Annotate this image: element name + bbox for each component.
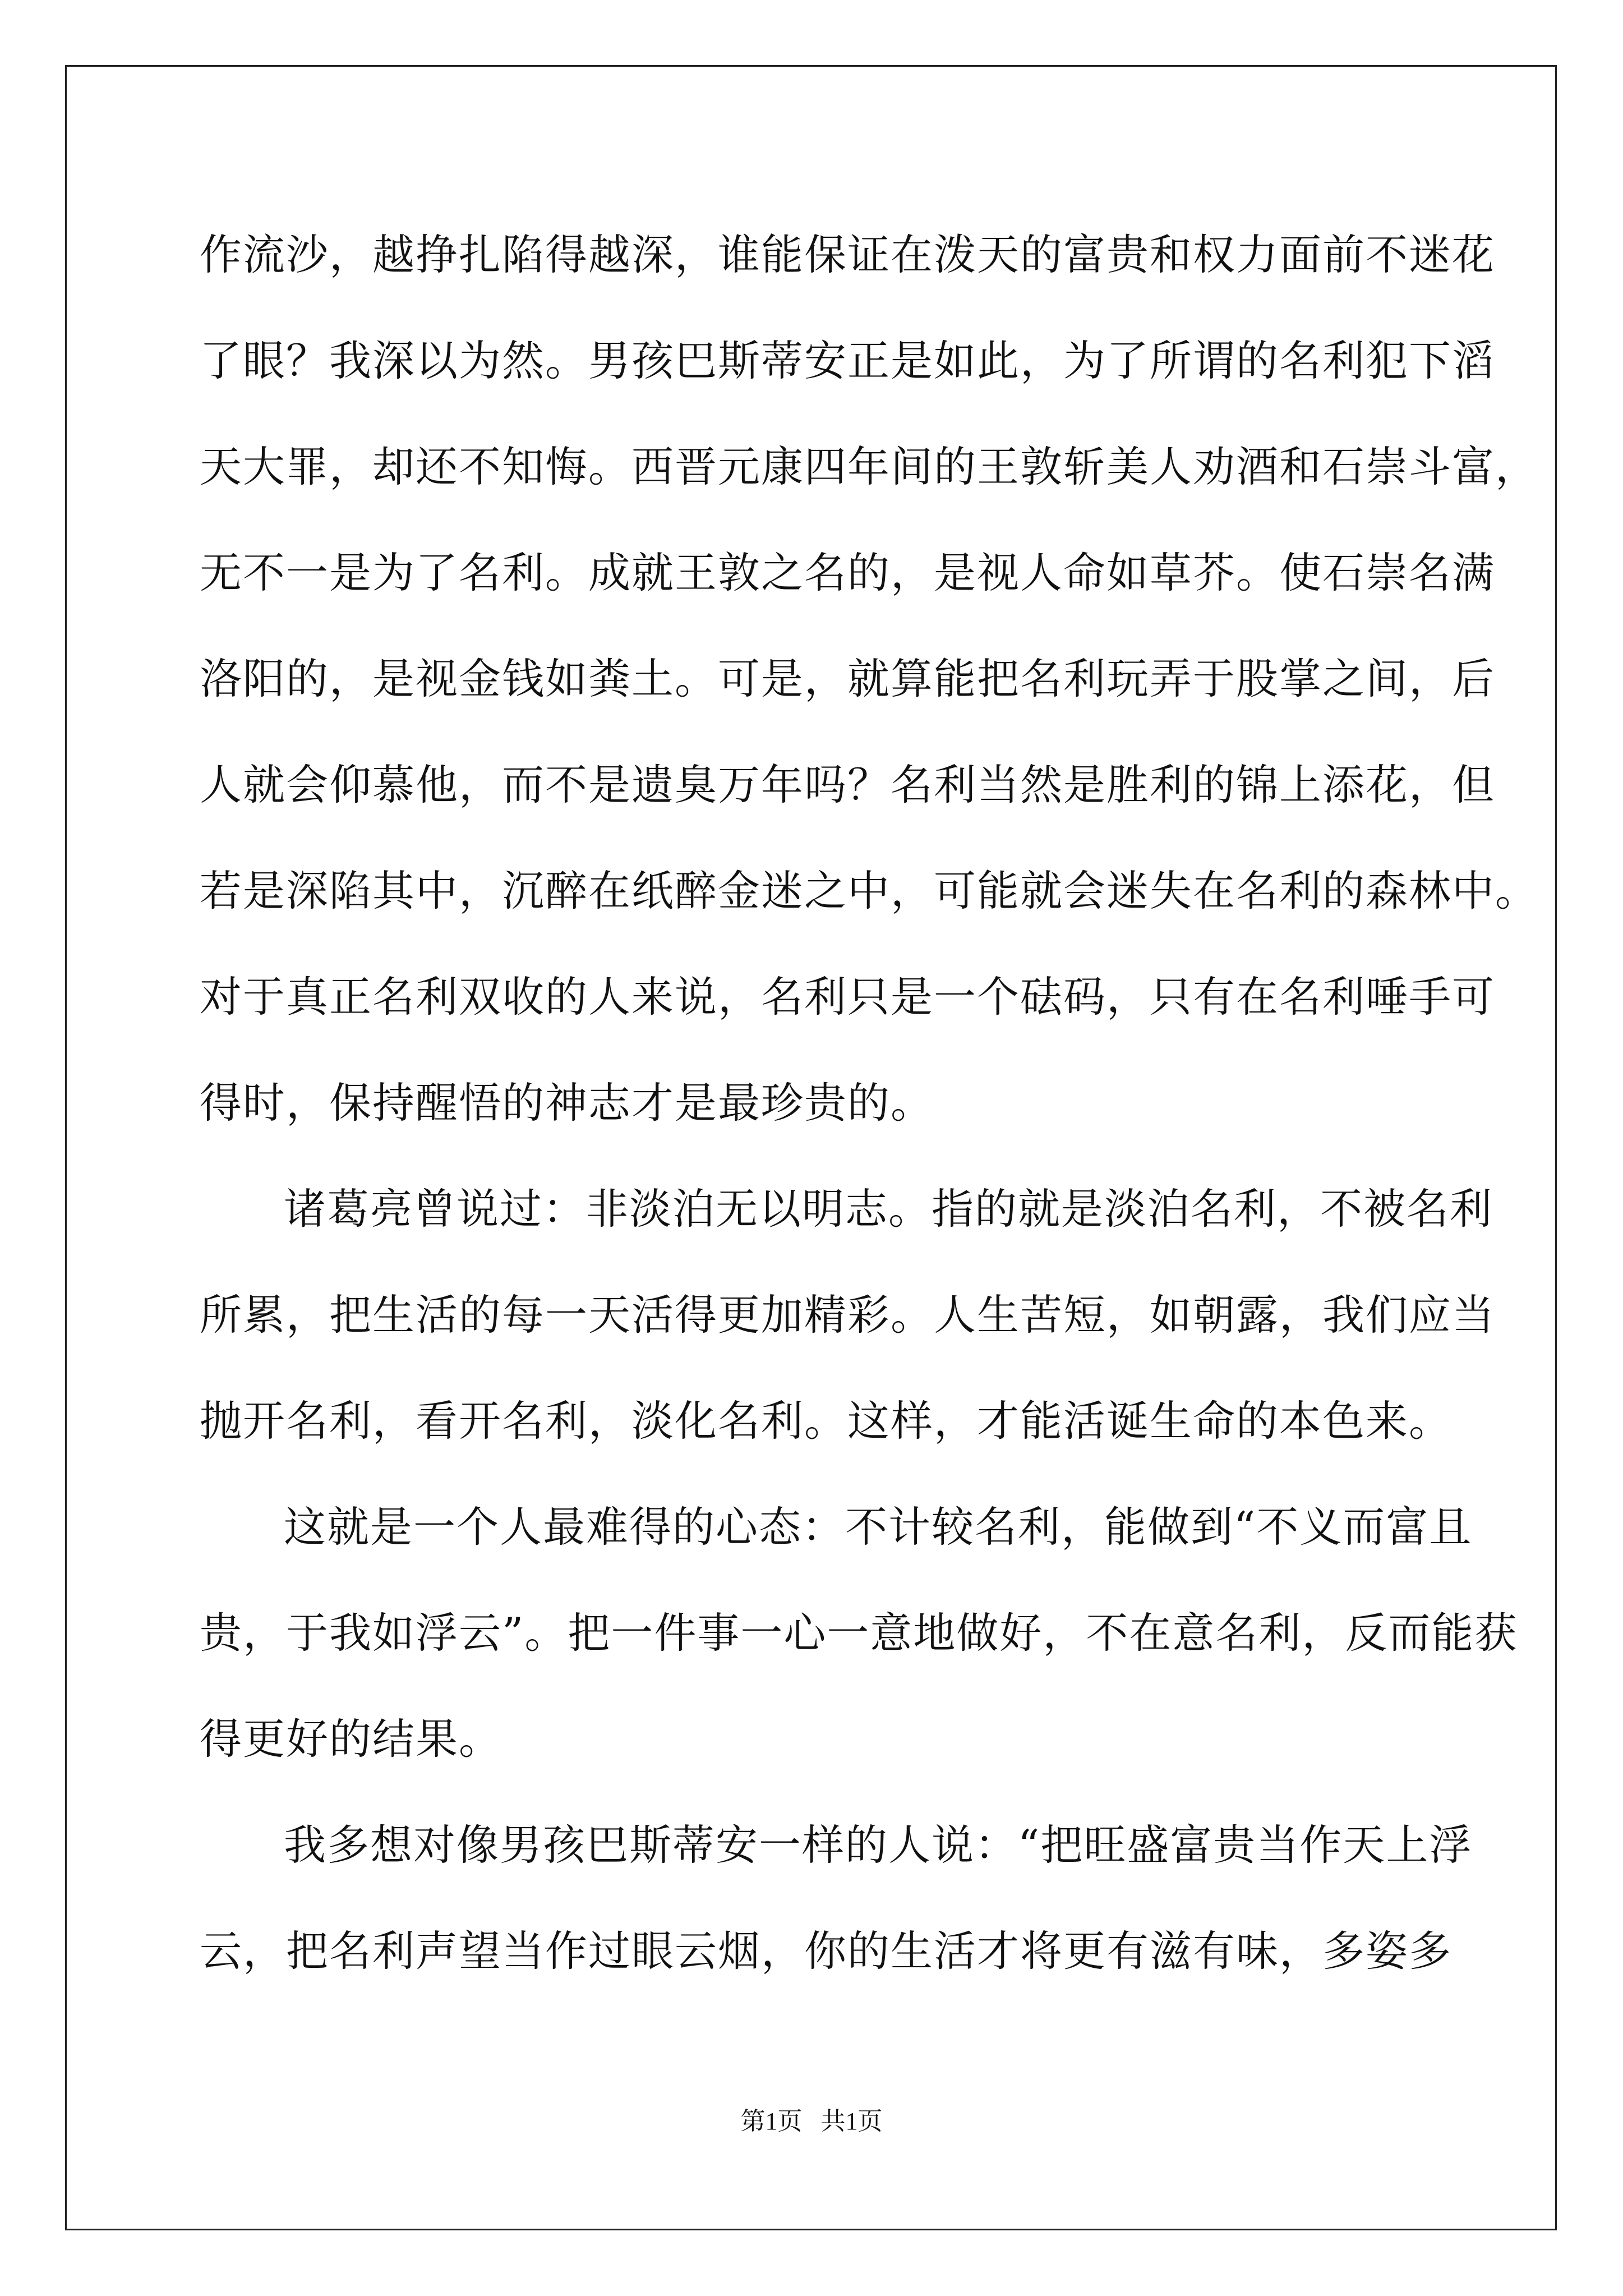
text-line: 天大罪，却还不知悔。西晋元康四年间的王敦斩美人劝酒和石崇斗富， [200,442,1539,491]
paragraph [200,1474,1518,1792]
document-body [200,202,1539,2004]
text-line: 得时，保持醒悟的神志才是最珍贵的。 [200,1078,934,1128]
text-line: 作流沙，越挣扎陷得越深，谁能保证在泼天的富贵和权力面前不迷花 [200,230,1496,279]
text-line: 这就是一个人最难得的心态：不计较名利，能做到“不义而富且 [284,1502,1473,1552]
text-line: 我多想对像男孩巴斯蒂安一样的人说：“把旺盛富贵当作天上浮 [284,1820,1473,1870]
text-line: 诸葛亮曾说过：非淡泊无以明志。指的就是淡泊名利，不被名利 [284,1184,1493,1234]
text-line: 了眼？我深以为然。男孩巴斯蒂安正是如此，为了所谓的名利犯下滔 [200,336,1496,385]
text-line: 洛阳的，是视金钱如粪土。可是，就算能把名利玩弄于股掌之间，后 [200,654,1496,703]
text-line: 贵，于我如浮云”。把一件事一心一意地做好，不在意名利，反而能获 [200,1608,1518,1658]
text-line: 无不一是为了名利。成就王敦之名的，是视人命如草芥。使石崇名满 [200,548,1496,597]
text-line: 抛开名利，看开名利，淡化名利。这样，才能活诞生命的本色来。 [200,1396,1453,1446]
text-line: 得更好的结果。 [200,1714,502,1764]
text-line: 人就会仰慕他，而不是遗臭万年吗？名利当然是胜利的锦上添花，但 [200,760,1496,809]
paragraph [200,202,1539,1156]
text-line: 所累，把生活的每一天活得更加精彩。人生苦短，如朝露，我们应当 [200,1290,1496,1340]
text-line: 云，把名利声望当作过眼云烟，你的生活才将更有滋有味，多姿多 [200,1926,1453,1976]
text-line: 若是深陷其中，沉醉在纸醉金迷之中，可能就会迷失在名利的森林中。 [200,866,1539,915]
text-line: 对于真正名利双收的人来说，名利只是一个砝码，只有在名利唾手可 [200,972,1496,1022]
paragraph [200,1156,1496,1474]
paragraph [200,1792,1473,2004]
page-number-footer: 第1页 共1页 [740,2108,883,2135]
